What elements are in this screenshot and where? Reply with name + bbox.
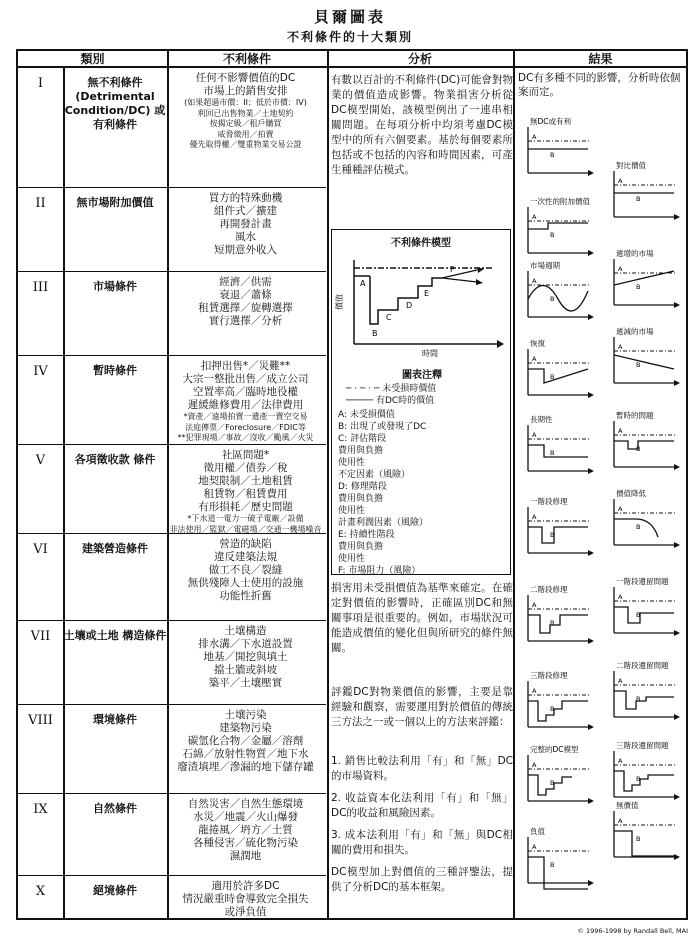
result-chart [528, 414, 594, 474]
svg-text:B: B [372, 329, 378, 338]
result-chart-label: 完整的DC模型 [530, 745, 579, 754]
category-number: IV [33, 364, 48, 379]
analysis-intro: 有數以百計的不利條件(DC)可能會對物業的價值造成影響。物業損害分析從DC模型開始，該模型例出了一連串相關問題。在每項分析中均須考慮DC模型中的所有六個要素。基於每個要素所包括或不包括的內容和時間因素，可產生種種評估模式。 [331, 74, 513, 176]
category-number: II [35, 196, 46, 211]
condition-item: 碳氫化合物／金屬／溶劑 [187, 735, 304, 747]
result-chart-label: 負值 [530, 827, 545, 836]
svg-text:B: B [550, 231, 555, 239]
svg-text:B: B [550, 449, 555, 457]
condition-item: 扣押出售*／災難** [200, 360, 291, 372]
svg-text:A: A [618, 593, 623, 601]
result-mini-charts [514, 99, 690, 919]
result-chart [528, 584, 594, 644]
svg-text:E: E [424, 289, 430, 298]
result-chart-label: 三階段修理 [530, 671, 568, 680]
result-chart-label: 一階段修理 [530, 497, 568, 506]
category-number: VIII [28, 713, 53, 728]
legend-item: 費用與負擔 [338, 494, 384, 504]
svg-text:A: A [532, 761, 537, 769]
category-row [18, 621, 326, 705]
svg-text:A: A [618, 343, 623, 351]
category-row [18, 445, 326, 534]
svg-text:A: A [618, 177, 623, 185]
result-chart [528, 670, 594, 730]
svg-text:B: B [636, 445, 641, 453]
svg-text:D: D [406, 301, 413, 310]
category-name: 絕境條件 [93, 884, 137, 897]
result-chart-label: 三階段遺留問題 [616, 741, 669, 750]
condition-item: 廢渣填埋／滲漏的地下儲存罐 [177, 761, 314, 773]
legend-item: 使用性 [338, 506, 366, 516]
analysis-p6: 3. 成本法利用「有」和「無」與DC相關的費用和損失。 [331, 829, 513, 856]
svg-text:A: A [532, 513, 537, 521]
legend-item: 費用與負擔 [338, 446, 384, 456]
category-row [18, 188, 326, 272]
analysis-p7: DC模型加上對價值的三種評鑒法，提供了分析DC的基本框架。 [331, 866, 513, 893]
condition-item: 租賃選擇／旋轉選擇 [198, 302, 293, 314]
svg-text:A: A [618, 427, 623, 435]
result-chart [528, 338, 594, 398]
svg-text:A: A [532, 133, 537, 141]
analysis-p3: 評鑑DC對物業價值的影響，主要是靠經驗和觀察，需要運用對於價值的傳統三方法之一或一個以上的方法來評鑑： [331, 686, 513, 728]
category-name: 建築營造條件 [82, 542, 148, 555]
result-chart-label: 價值降低 [616, 489, 646, 498]
condition-item: 各種侵害／硫化物污染 [193, 837, 298, 849]
category-name: 市場條件 [93, 280, 137, 293]
legend-item: 計畫利潤因素（風險） [338, 518, 429, 528]
copyright: © 1996-1998 by Randall Bell, MAI [577, 927, 688, 935]
category-number: III [32, 280, 49, 295]
svg-text:B: B [550, 373, 555, 381]
svg-text:F: F [450, 265, 455, 274]
category-name: 無市場附加價值 [76, 196, 154, 209]
svg-text:A: A [532, 601, 537, 609]
category-row [18, 68, 326, 188]
condition-item: 任何不影響價值的DC [195, 72, 296, 84]
condition-note: (如果超過市價：II；低於市價：IV) [184, 98, 307, 107]
svg-text:B: B [636, 361, 641, 369]
result-chart-label: 二階段遺留問題 [616, 661, 669, 670]
result-chart-label: 無價值 [616, 801, 639, 810]
legend-item: D: 修理階段 [338, 482, 387, 492]
page-subtitle: 不利條件的十大類別 [286, 30, 413, 44]
result-chart-label: 遞增的市場 [616, 249, 654, 258]
svg-text:B: B [550, 705, 555, 713]
analysis-p5: 2. 收益資本化法利用「有」和「無」DC的收益和風險因素。 [331, 792, 513, 819]
category-number: IX [33, 802, 48, 817]
condition-item: 情況嚴重時會導致完全損失 [182, 893, 309, 905]
condition-note: 按揭定級／租戶購買 [209, 119, 282, 128]
condition-item: 龍捲風／坍方／土質 [198, 824, 293, 836]
condition-item: 遲緩維修費用／法律費用 [187, 399, 304, 411]
condition-item: 租賃物／租賃費用 [203, 488, 288, 500]
result-chart [614, 576, 680, 636]
header-analysis: 分析 [327, 51, 513, 68]
svg-text:A: A [618, 757, 623, 765]
svg-text:A: A [618, 265, 623, 273]
header-result: 結果 [513, 51, 688, 68]
model-legend [338, 370, 506, 577]
result-chart-label: 暫時的問題 [616, 411, 654, 420]
legend-item: 使用性 [338, 554, 366, 564]
svg-text:B: B [550, 779, 555, 787]
category-number: X [35, 884, 46, 899]
condition-list [167, 798, 324, 863]
category-name: 自然條件 [93, 802, 137, 815]
result-chart [614, 326, 680, 386]
legend-line-undamaged: ─ · ─ · ─ 未受損時價值 [346, 384, 437, 394]
svg-text:A: A [360, 279, 366, 288]
category-number: VI [33, 542, 48, 557]
legend-title: 圖表注釋 [402, 370, 442, 381]
result-chart [528, 116, 594, 176]
condition-item: 排水溝／下水道設置 [198, 638, 293, 650]
category-row [18, 794, 326, 876]
model-title: 不利條件模型 [391, 238, 451, 249]
axis-time-label: 時間 [422, 349, 438, 358]
svg-text:B: B [636, 611, 641, 619]
condition-item: 做工不良／裂縫 [208, 564, 283, 576]
condition-item: 市場上的銷售安排 [203, 85, 288, 97]
result-chart-label: 市場週期 [530, 261, 560, 270]
condition-item: 或淨負值 [224, 906, 267, 918]
condition-item: 石綿／放射性物質／地下水 [182, 748, 309, 760]
condition-item: 再開發計畫 [219, 218, 272, 230]
condition-list [167, 276, 324, 328]
condition-item: 無供殘障人士使用的設施 [187, 577, 304, 589]
result-chart [528, 260, 594, 320]
svg-text:B: B [636, 695, 641, 703]
condition-note: 法庭傳票／Foreclosure／FDIC等 [185, 422, 306, 432]
category-row [18, 534, 326, 621]
condition-item: 風水 [235, 231, 256, 243]
analysis-p2: 損害用未受損價值為基準來確定。在確定對價值的影響時，正確區別DC和無關事項是很重要的。例如，市場狀況可能造成價值的變化但與所研究的條件無關。 [331, 582, 513, 654]
condition-item: 空置率高／臨時地役權 [193, 386, 298, 398]
svg-text:B: B [550, 619, 555, 627]
divider [327, 51, 329, 918]
result-chart [614, 488, 680, 548]
legend-item: 不定因素（風險） [338, 470, 411, 480]
header-category: 類別 [18, 51, 167, 68]
svg-text:B: B [636, 523, 641, 531]
condition-note: 優先取得權／雙重物業交易公證 [189, 140, 302, 149]
svg-text:B: B [550, 531, 555, 539]
svg-text:B: B [636, 775, 641, 783]
result-chart [614, 160, 680, 220]
category-name: 暫時條件 [93, 364, 137, 377]
category-name: 土壤或土地 構造條件 [63, 629, 167, 642]
condition-item: 社區問題* [221, 449, 270, 461]
svg-text:A: A [532, 355, 537, 363]
legend-item: A: 未受損價值 [338, 410, 395, 420]
page-title: 貝爾圖表 [313, 8, 386, 26]
condition-list [167, 449, 324, 535]
condition-list [167, 360, 324, 444]
condition-note: 威脅徵用／拍賣 [217, 129, 274, 139]
chart-frame [16, 49, 688, 920]
result-chart-label: 恢復 [530, 339, 545, 348]
condition-note: *下水道一電力一破子電廠／設備 [187, 514, 304, 523]
condition-list [167, 538, 324, 603]
legend-line-dc: ───── 有DC時的價值 [346, 396, 435, 406]
result-chart [614, 740, 680, 800]
condition-item: 營造的缺陷 [219, 538, 272, 550]
condition-item: 擋土牆或斜坡 [214, 664, 277, 676]
result-chart [528, 496, 594, 556]
result-chart [528, 826, 594, 889]
svg-text:B: B [636, 835, 641, 843]
legend-item: 使用性 [338, 458, 366, 468]
condition-note: *資產／遠場拍賣一遺產一賣空交易 [183, 412, 308, 421]
svg-text:A: A [618, 677, 623, 685]
condition-item: 建築物污染 [219, 722, 272, 734]
analysis-p4: 1. 銷售比較法利用「有」和「無」DC的市場資料。 [331, 755, 513, 782]
result-chart-label: 二階段修理 [530, 585, 568, 594]
result-chart [614, 248, 680, 308]
condition-note: 利回已出售物業／土地契約 [197, 108, 294, 118]
legend-item: C: 評估階段 [338, 434, 387, 444]
condition-item: 自然災害／自然生態環境 [187, 798, 304, 810]
condition-item: 組件式／擴建 [214, 205, 277, 217]
category-name: 環境條件 [93, 713, 137, 726]
category-name: 各項徵收款 條件 [74, 453, 156, 466]
condition-item: 買方的特殊動機 [208, 192, 283, 204]
condition-item: 適用於許多DC [211, 880, 280, 892]
legend-item: B: 出現了或發現了DC [338, 422, 427, 432]
condition-item: 違反建築法規 [214, 551, 277, 563]
svg-text:A: A [532, 431, 537, 439]
svg-text:B: B [550, 151, 555, 159]
condition-item: 土壤污染 [224, 709, 267, 721]
category-row [18, 705, 326, 794]
condition-list [167, 880, 324, 919]
svg-text:A: A [532, 687, 537, 695]
result-intro: DC有多種不同的影響，分析時依個案而定。 [518, 72, 681, 98]
condition-item: 土壤構造 [224, 625, 267, 637]
result-chart-label: 無DC或有利 [530, 117, 572, 126]
dc-model-box [331, 229, 511, 575]
condition-list [167, 192, 324, 257]
condition-item: 地契限制／土地租賃 [198, 475, 293, 487]
condition-item: 衰退／蕭條 [219, 289, 272, 301]
condition-list [167, 709, 324, 774]
result-chart [614, 410, 680, 470]
condition-item: 築平／土壤壓實 [208, 677, 283, 689]
condition-item: 地基／開挖與填土 [203, 651, 288, 663]
svg-text:B: B [636, 195, 641, 203]
dc-model-diagram [332, 248, 510, 368]
category-name: 無不利條件 (Detrimental Condition/DC) 或有利條件 [64, 76, 166, 131]
result-chart [614, 800, 680, 860]
svg-text:C: C [386, 313, 392, 322]
category-number: VII [30, 629, 51, 644]
category-row [18, 876, 326, 920]
svg-text:A: A [532, 843, 537, 851]
condition-item: 濕潤地 [229, 850, 262, 862]
condition-item: 有形損耗／歷史問題 [198, 501, 293, 513]
category-number: V [35, 453, 46, 468]
result-chart-label: 一次性的附加價值 [530, 197, 590, 206]
header-condition: 不利條件 [167, 51, 327, 68]
result-chart [528, 744, 594, 804]
result-chart-label: 遞減的市場 [616, 327, 654, 336]
condition-list [167, 625, 324, 690]
svg-text:A: A [532, 277, 537, 285]
result-chart-label: 對比價值 [616, 161, 646, 170]
result-chart [528, 196, 594, 256]
svg-text:B: B [550, 861, 555, 869]
svg-text:A: A [532, 213, 537, 221]
legend-item: E: 持續性階段 [338, 530, 395, 540]
condition-note: **犯罪現場／事故／沒收／颱風／火災 [177, 433, 314, 442]
result-chart-label: 長期性 [530, 415, 553, 424]
svg-text:B: B [550, 295, 555, 303]
legend-item: F: 市場阻力（風險） [338, 566, 421, 576]
category-row [18, 272, 326, 356]
condition-item: 水災／地震／火山爆發 [193, 811, 298, 823]
condition-item: 短期意外收入 [214, 244, 277, 256]
condition-item: 大宗一整批出售／成立公司 [182, 373, 309, 385]
result-chart-label: 一階段遺留問題 [616, 577, 669, 586]
condition-item: 實行選擇／分析 [208, 315, 283, 327]
condition-list [167, 72, 324, 151]
condition-item: 功能性折舊 [219, 590, 272, 602]
svg-text:A: A [618, 817, 623, 825]
condition-note: 非法使用／監獄／電磁場／交通一機場噪音 [169, 524, 322, 534]
result-chart [614, 660, 680, 720]
condition-item: 徵用權／債券／稅 [203, 462, 288, 474]
condition-item: 經濟／供需 [219, 276, 272, 288]
category-row [18, 356, 326, 445]
axis-value-label: 價值 [335, 294, 344, 310]
svg-text:B: B [636, 283, 641, 291]
category-number: I [37, 76, 44, 91]
svg-text:A: A [618, 505, 623, 513]
legend-item: 費用與負擔 [338, 542, 384, 552]
